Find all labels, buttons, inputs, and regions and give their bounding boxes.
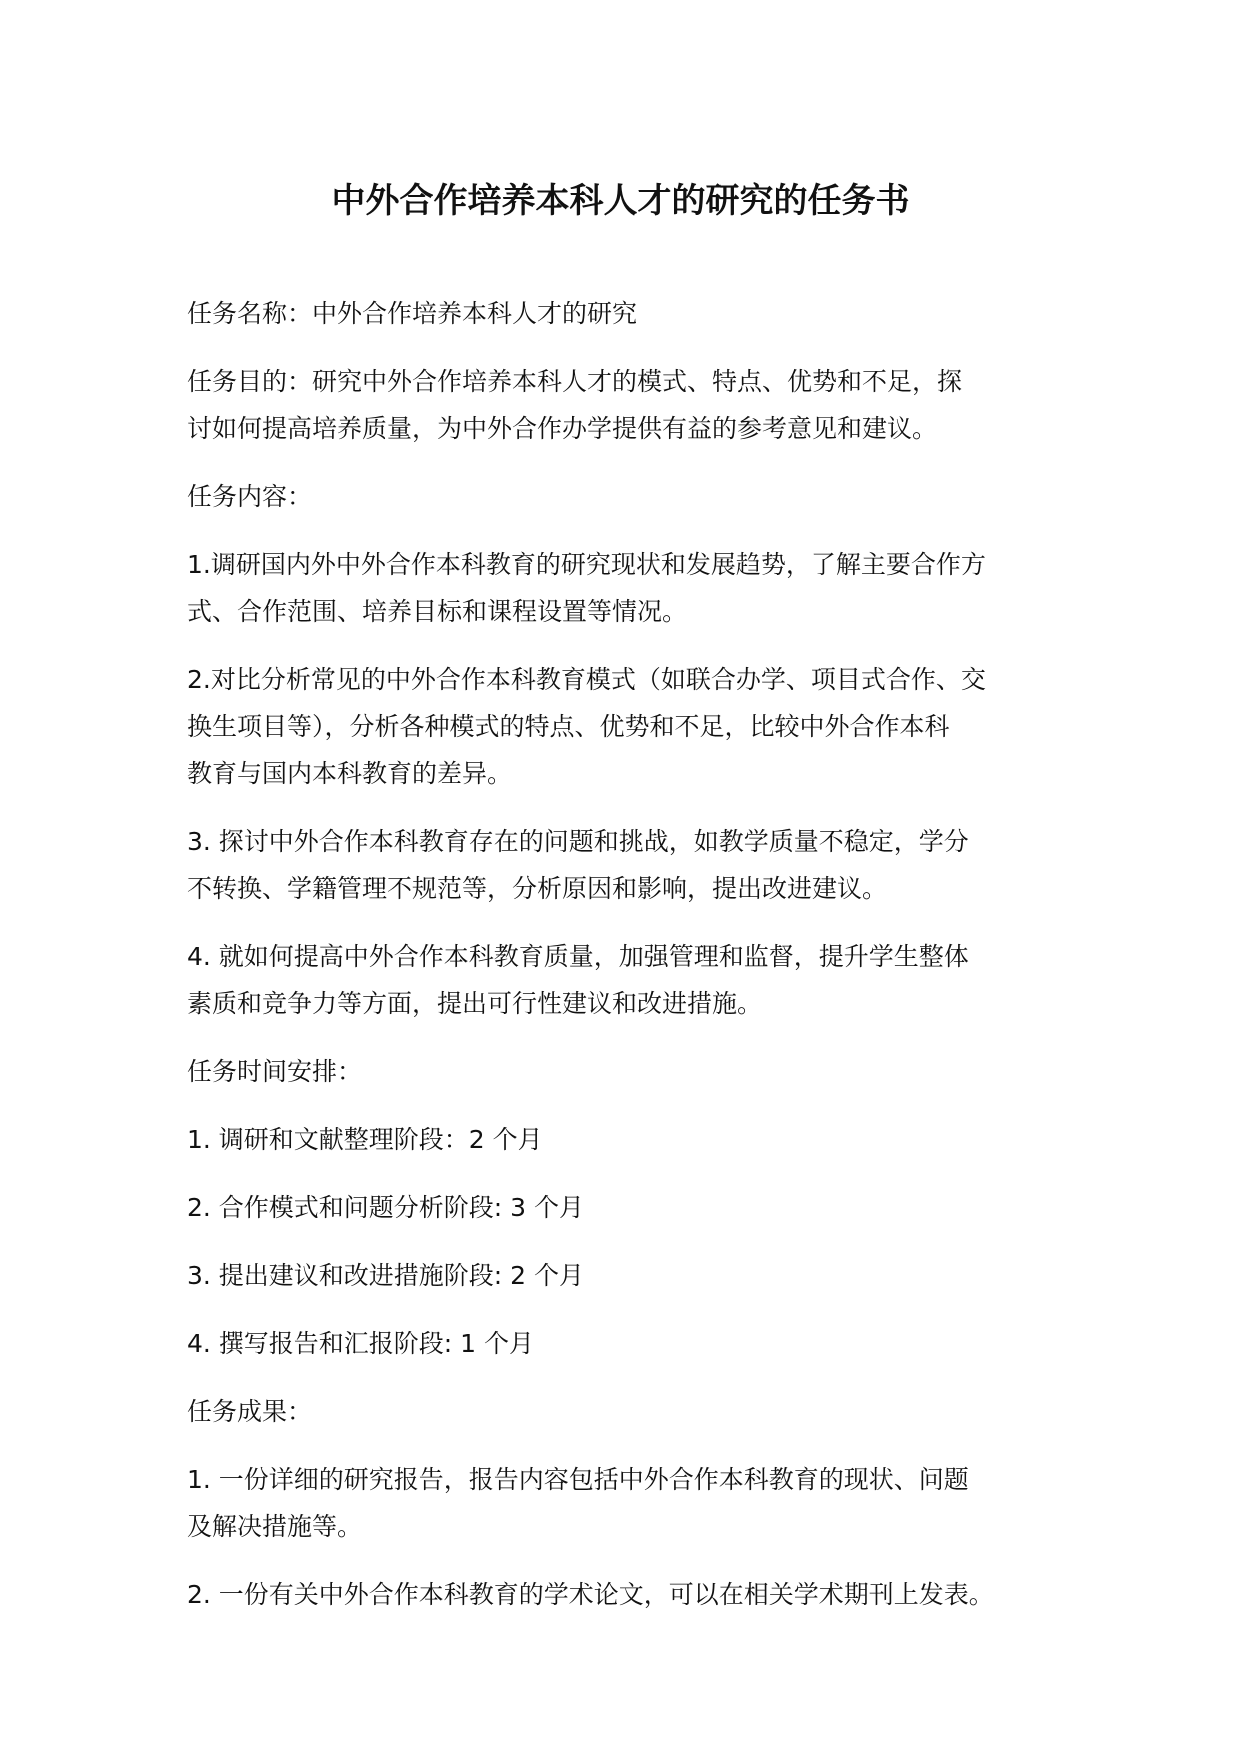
paragraph-line: 3. 提出建议和改进措施阶段: 2 个月	[187, 1261, 585, 1290]
paragraph-line: 3. 探讨中外合作本科教育存在的问题和挑战，如教学质量不稳定，学分	[187, 827, 969, 856]
paragraph	[187, 1116, 1087, 1163]
paragraph	[187, 290, 1087, 337]
paragraph-line: 任务内容：	[187, 482, 313, 511]
paragraph	[187, 1571, 1087, 1618]
paragraph	[187, 933, 1087, 1027]
paragraph-line: 1. 调研和文献整理阶段：2 个月	[187, 1125, 543, 1154]
document-body	[187, 290, 1087, 1639]
paragraph-line: 任务目的：研究中外合作培养本科人才的模式、特点、优势和不足，探	[187, 367, 963, 396]
paragraph	[187, 1456, 1087, 1550]
paragraph	[187, 1252, 1087, 1299]
paragraph-line: 2. 合作模式和问题分析阶段: 3 个月	[187, 1193, 585, 1222]
paragraph-line: 2.对比分析常见的中外合作本科教育模式（如联合办学、项目式合作、交	[187, 665, 986, 694]
paragraph-line: 式、合作范围、培养目标和课程设置等情况。	[187, 597, 688, 626]
paragraph-line: 任务名称：中外合作培养本科人才的研究	[187, 299, 638, 328]
paragraph	[187, 656, 1087, 797]
paragraph-line: 2. 一份有关中外合作本科教育的学术论文，可以在相关学术期刊上发表。	[187, 1580, 994, 1609]
paragraph-line: 及解决措施等。	[187, 1512, 363, 1541]
paragraph-line: 4. 撰写报告和汇报阶段: 1 个月	[187, 1329, 535, 1358]
paragraph-line: 任务时间安排：	[187, 1057, 363, 1086]
paragraph	[187, 1184, 1087, 1231]
paragraph	[187, 358, 1087, 452]
paragraph-line: 任务成果：	[187, 1397, 313, 1426]
paragraph	[187, 1320, 1087, 1367]
paragraph-line: 换生项目等），分析各种模式的特点、优势和不足，比较中外合作本科	[187, 712, 950, 741]
paragraph	[187, 473, 1087, 520]
paragraph-line: 4. 就如何提高中外合作本科教育质量，加强管理和监督，提升学生整体	[187, 942, 969, 971]
document-title: 中外合作培养本科人才的研究的任务书	[331, 181, 910, 221]
paragraph-line: 讨如何提高培养质量，为中外合作办学提供有益的参考意见和建议。	[187, 414, 938, 443]
paragraph	[187, 1048, 1087, 1095]
paragraph-line: 素质和竞争力等方面，提出可行性建议和改进措施。	[187, 989, 763, 1018]
paragraph-line: 教育与国内本科教育的差异。	[187, 759, 513, 788]
paragraph-line: 1. 一份详细的研究报告，报告内容包括中外合作本科教育的现状、问题	[187, 1465, 969, 1494]
paragraph-line: 1.调研国内外中外合作本科教育的研究现状和发展趋势，了解主要合作方	[187, 550, 986, 579]
paragraph	[187, 541, 1087, 635]
paragraph-line: 不转换、学籍管理不规范等，分析原因和影响，提出改进建议。	[187, 874, 888, 903]
paragraph	[187, 1388, 1087, 1435]
paragraph	[187, 818, 1087, 912]
